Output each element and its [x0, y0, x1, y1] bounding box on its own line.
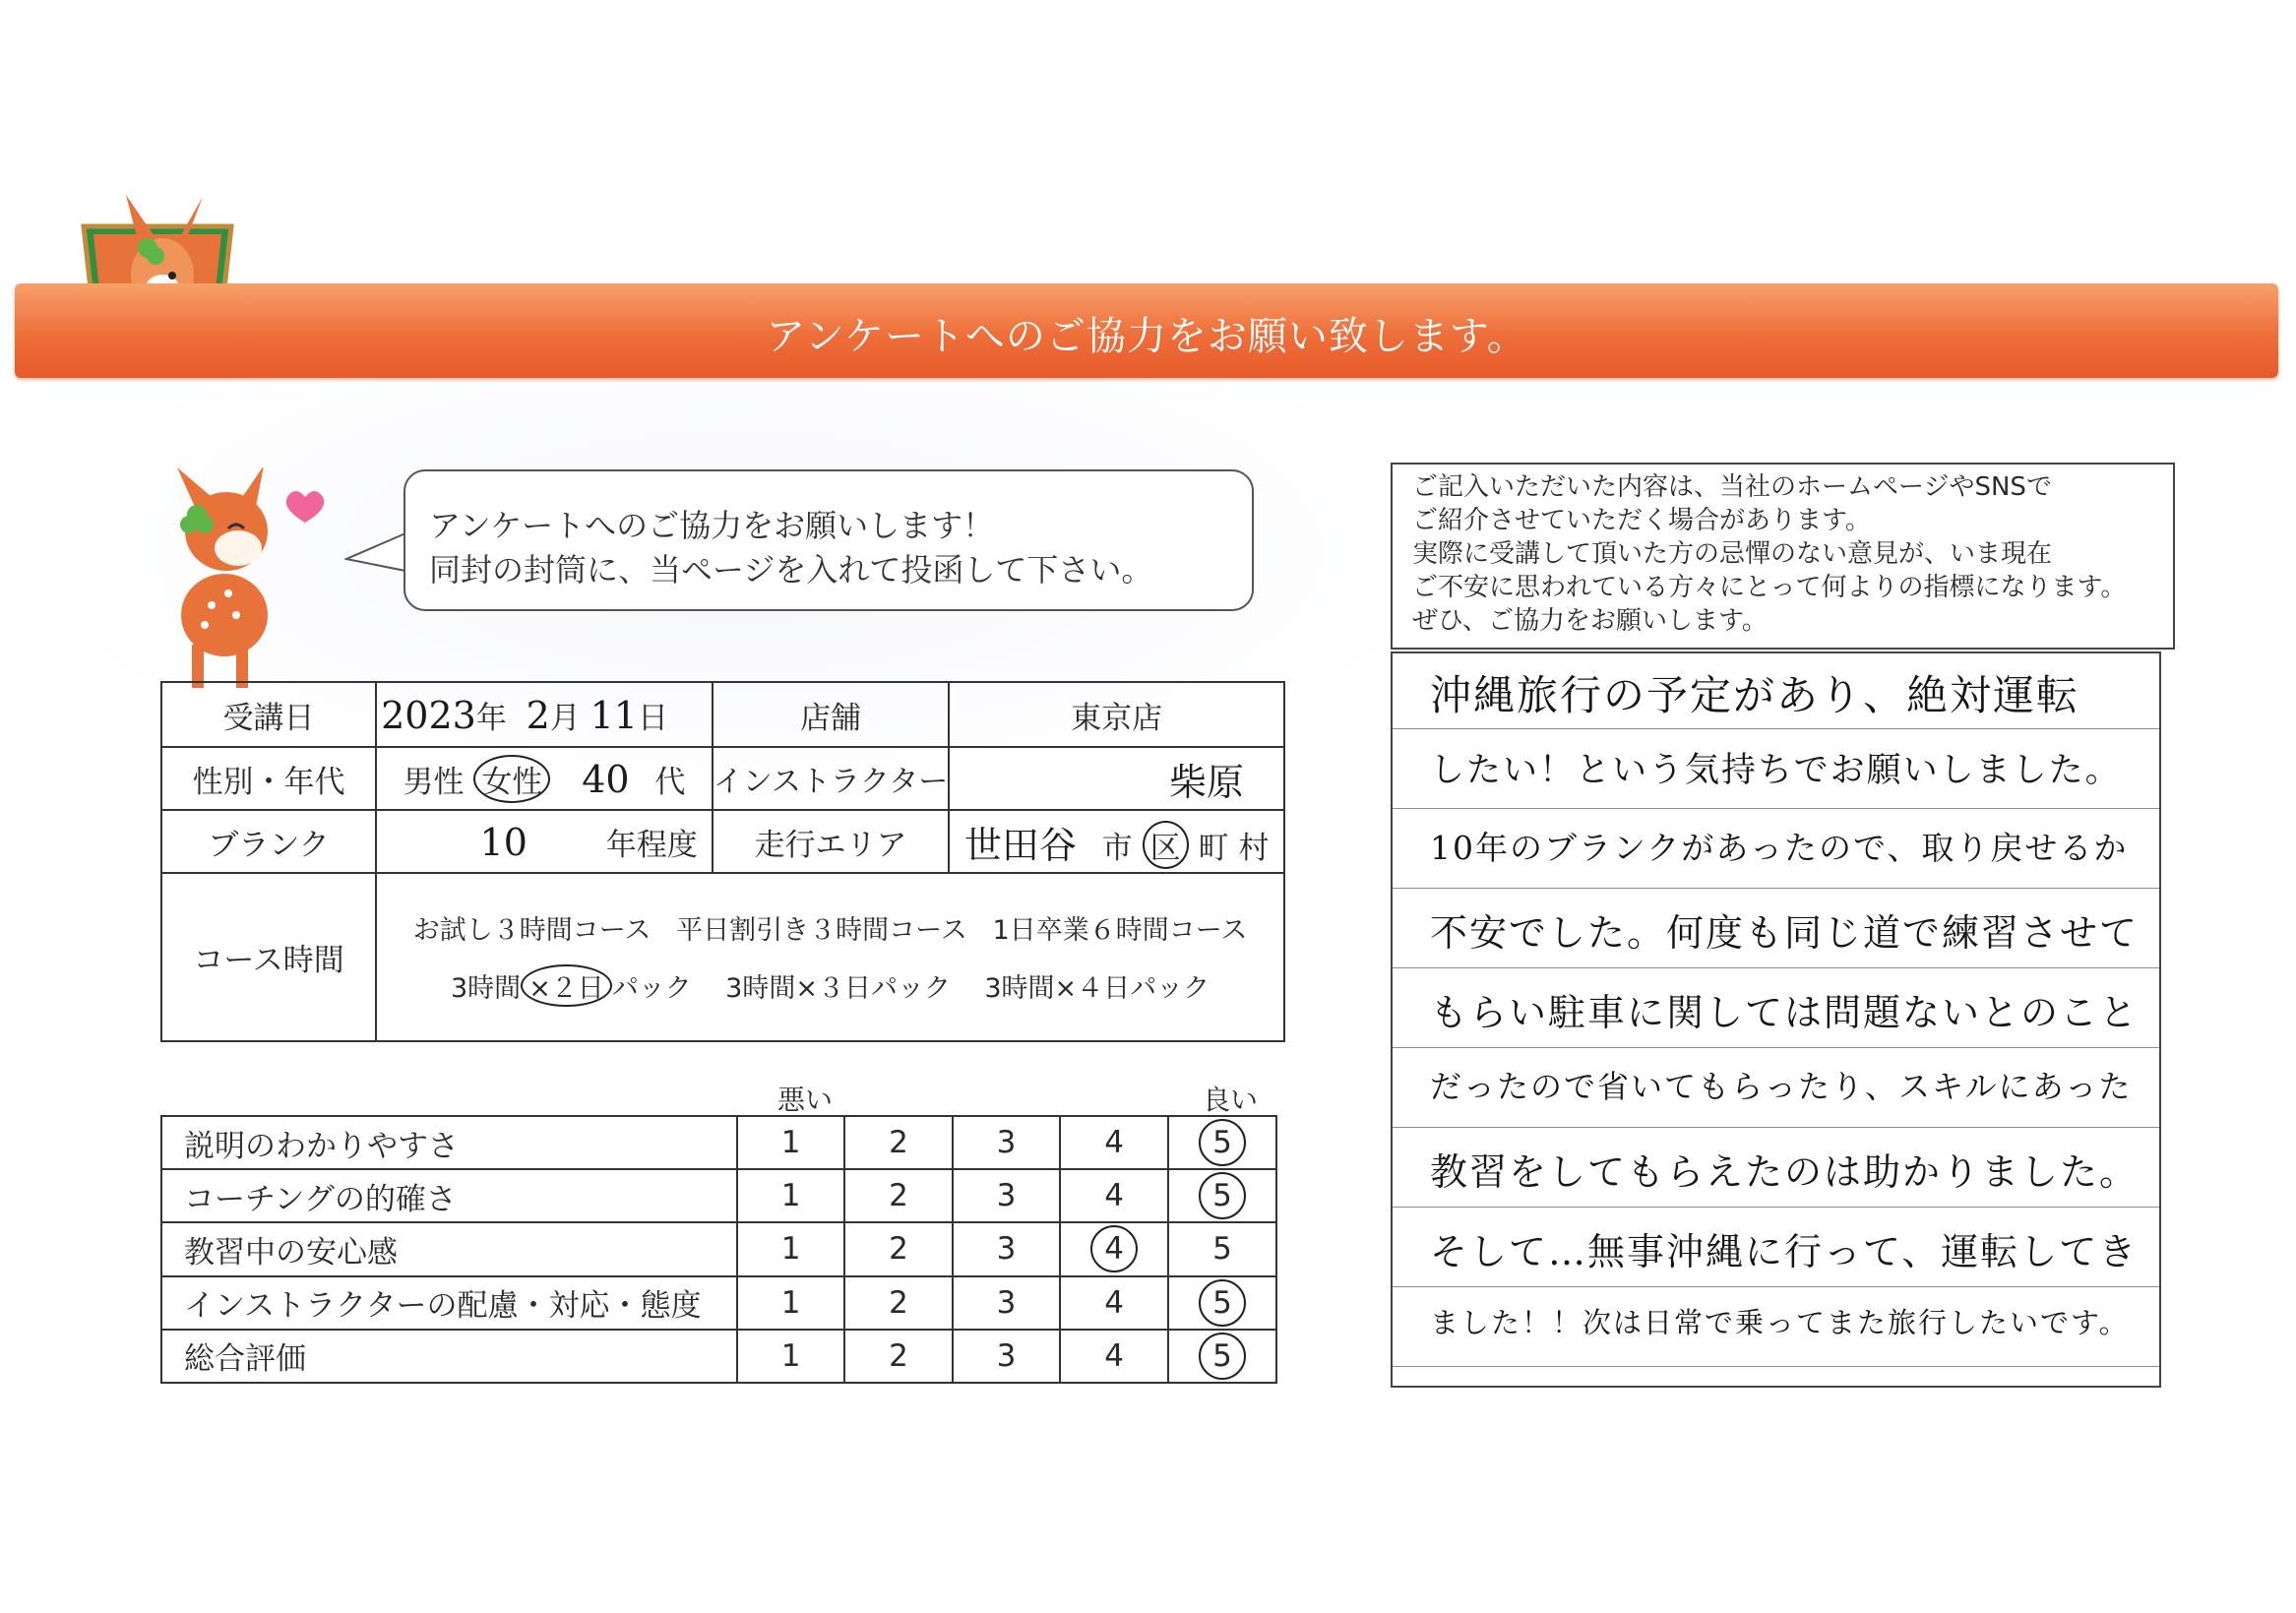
rating-value: 5 [1212, 1231, 1232, 1268]
rating-criterion: コーチングの的確さ [161, 1169, 737, 1222]
comment-line: 10年のブランクがあったので、取り戻せるか [1430, 829, 2129, 867]
age-value: 40 [582, 757, 630, 801]
rating-criterion: インストラクターの配慮・対応・態度 [161, 1276, 737, 1330]
comment-line: 教習をしてもらえたのは助かりました。 [1430, 1150, 2140, 1194]
area-ward-option[interactable]: 区 [1143, 821, 1189, 869]
rating-option[interactable] [1060, 1276, 1168, 1330]
date-field[interactable] [376, 682, 713, 747]
comment-line: だったので省いてもらったり、スキルにあった [1430, 1068, 2133, 1105]
blank-label: ブランク [161, 810, 376, 873]
rating-option[interactable] [1060, 1330, 1168, 1383]
rating-selected-mark: 4 [1090, 1225, 1138, 1272]
speech-bubble [403, 469, 1254, 611]
rating-table [160, 1115, 1277, 1384]
comment-line: したい！という気持ちでお願いしました。 [1430, 751, 2122, 790]
rating-option[interactable] [737, 1276, 844, 1330]
date-month: 2 [526, 693, 550, 737]
rating-criterion: 教習中の安心感 [161, 1222, 737, 1275]
comment-ruled-line [1393, 1286, 2159, 1287]
rating-value: 2 [889, 1337, 908, 1374]
rating-row [161, 1116, 1276, 1169]
rating-option[interactable] [844, 1116, 952, 1169]
day-suffix: 日 [637, 700, 668, 736]
rating-option[interactable] [953, 1169, 1060, 1222]
rating-row [161, 1169, 1276, 1222]
course-oneday-option[interactable]: 1日卒業６時間コース [992, 914, 1248, 946]
notice-line: ご不安に思われている方々にとって何よりの指標になります。 [1412, 573, 2127, 602]
rating-option[interactable] [844, 1169, 952, 1222]
rating-option[interactable] [1168, 1169, 1276, 1222]
month-suffix: 月 [549, 700, 581, 736]
rating-value: 3 [996, 1125, 1017, 1161]
comment-ruled-line [1393, 1047, 2159, 1048]
rating-option[interactable] [953, 1116, 1060, 1169]
comment-ruled-line [1393, 808, 2159, 809]
comment-ruled-line [1393, 967, 2159, 968]
rating-option[interactable] [1168, 1276, 1276, 1330]
notice-box [1391, 463, 2175, 650]
rating-option[interactable] [953, 1330, 1060, 1383]
rating-value: 2 [889, 1284, 908, 1321]
rating-value: 2 [889, 1125, 908, 1161]
course-2day-circled: ×２日 [521, 964, 612, 1007]
course-weekday-option[interactable]: 平日割引き３時間コース [676, 914, 967, 946]
rating-selected-mark: 5 [1199, 1279, 1246, 1327]
age-suffix: 代 [654, 764, 686, 800]
rating-row [161, 1330, 1276, 1383]
comment-ruled-line [1393, 1127, 2159, 1128]
rating-selected-mark: 5 [1199, 1172, 1246, 1219]
rating-option[interactable] [844, 1276, 952, 1330]
notice-line: 実際に受講して頂いた方の忌憚のない意見が、いま現在 [1412, 539, 2053, 569]
rating-row [161, 1276, 1276, 1330]
rating-option[interactable] [953, 1276, 1060, 1330]
rating-option[interactable] [844, 1330, 952, 1383]
comment-ruled-line [1393, 1366, 2159, 1367]
speech-line-2: 同封の封筒に、当ページを入れて投函して下さい。 [429, 551, 1153, 589]
rating-value: 4 [1104, 1337, 1124, 1374]
course-2day-suffix: パック [611, 972, 692, 1004]
gender-age-label: 性別・年代 [161, 747, 376, 810]
store-value[interactable]: 東京店 [949, 682, 1284, 747]
blank-suffix: 年程度 [605, 827, 698, 863]
area-value: 世田谷 [963, 823, 1077, 867]
survey-info-table [160, 681, 1285, 1042]
comment-line: もらい駐車に関しては問題ないとのこと [1430, 991, 2140, 1034]
rating-value: 1 [780, 1231, 801, 1268]
rating-criterion: 説明のわかりやすさ [161, 1116, 737, 1169]
scale-bad-label: 悪い [777, 1084, 834, 1116]
date-label: 受講日 [161, 682, 376, 747]
date-day: 11 [590, 693, 638, 737]
rating-criterion: 総合評価 [161, 1330, 737, 1383]
rating-value: 4 [1104, 1125, 1124, 1161]
rating-value: 1 [780, 1337, 801, 1374]
year-suffix: 年 [475, 700, 507, 736]
rating-option[interactable] [1168, 1116, 1276, 1169]
rating-value: 4 [1104, 1284, 1124, 1321]
area-town-option[interactable]: 町 [1198, 830, 1229, 866]
area-city-option[interactable]: 市 [1101, 830, 1133, 866]
rating-value: 4 [1104, 1178, 1124, 1214]
instructor-label: インストラクター [713, 747, 950, 810]
rating-option[interactable] [1060, 1222, 1168, 1275]
store-label: 店舗 [713, 682, 950, 747]
comment-box[interactable] [1391, 651, 2161, 1388]
rating-value: 3 [996, 1231, 1017, 1268]
rating-option[interactable] [737, 1330, 844, 1383]
notice-line: ぜひ、ご協力をお願いします。 [1412, 606, 1768, 636]
course-2day-prefix: 3時間 [451, 972, 522, 1004]
rating-option[interactable] [737, 1222, 844, 1275]
banner-title: アンケートへのご協力をお願い致します。 [766, 314, 1527, 359]
blank-field[interactable] [376, 810, 713, 873]
comment-line: ました！！次は日常で乗ってまた旅行したいです。 [1430, 1306, 2130, 1339]
rating-option[interactable] [844, 1222, 952, 1275]
comment-line: 不安でした。何度も同じ道で練習させて [1430, 911, 2140, 955]
comment-line: そして…無事沖縄に行って、運転してき [1430, 1230, 2139, 1273]
rating-value: 2 [889, 1178, 908, 1214]
blank-value: 10 [479, 820, 527, 864]
comment-line: 沖縄旅行の予定があり、絶対運転 [1430, 671, 2080, 719]
rating-row [161, 1222, 1276, 1275]
rating-option[interactable] [737, 1116, 844, 1169]
area-label: 走行エリア [713, 810, 950, 873]
course-2day-option[interactable] [451, 973, 692, 1004]
rating-value: 1 [780, 1125, 801, 1161]
rating-option[interactable] [1060, 1116, 1168, 1169]
course-label: コース時間 [161, 873, 376, 1041]
rating-option[interactable] [1168, 1222, 1276, 1275]
rating-value: 1 [780, 1284, 801, 1321]
rating-selected-mark: 5 [1199, 1119, 1246, 1166]
rating-option[interactable] [1060, 1169, 1168, 1222]
rating-value: 3 [996, 1178, 1017, 1214]
rating-value: 3 [996, 1337, 1017, 1374]
rating-option[interactable] [953, 1222, 1060, 1275]
rating-value: 3 [996, 1284, 1017, 1321]
course-options [376, 873, 1284, 1041]
instructor-value: 柴原 [1168, 760, 1244, 804]
rating-option[interactable] [1168, 1330, 1276, 1383]
course-4day-option[interactable]: 3時間×４日パック [984, 972, 1210, 1004]
gender-age-field[interactable] [376, 747, 713, 810]
rating-option[interactable] [737, 1169, 844, 1222]
notice-line: ご紹介させていただく場合があります。 [1412, 506, 1871, 535]
comment-ruled-line [1393, 1207, 2159, 1208]
rating-value: 2 [889, 1231, 908, 1268]
rating-value: 1 [780, 1178, 801, 1214]
date-year: 2023 [381, 693, 476, 737]
heart-icon [286, 491, 324, 523]
scale-good-label: 良い [1203, 1084, 1259, 1116]
title-banner [15, 283, 2278, 378]
course-trial-option[interactable]: お試し３時間コース [412, 914, 652, 946]
rating-selected-mark: 5 [1199, 1333, 1246, 1380]
area-field[interactable] [949, 810, 1284, 873]
gender-male-option[interactable]: 男性 [403, 764, 465, 800]
instructor-field[interactable] [949, 747, 1284, 810]
gender-female-option[interactable]: 女性 [473, 755, 550, 803]
comment-ruled-line [1393, 728, 2159, 729]
comment-ruled-line [1393, 888, 2159, 889]
area-village-option[interactable]: 村 [1238, 830, 1270, 866]
deer-mascot-icon [167, 467, 335, 689]
course-3day-option[interactable]: 3時間×３日パック [725, 972, 951, 1004]
notice-line: ご記入いただいた内容は、当社のホームページやSNSで [1412, 472, 2052, 502]
speech-line-1: アンケートへのご協力をお願いします！ [429, 507, 995, 544]
